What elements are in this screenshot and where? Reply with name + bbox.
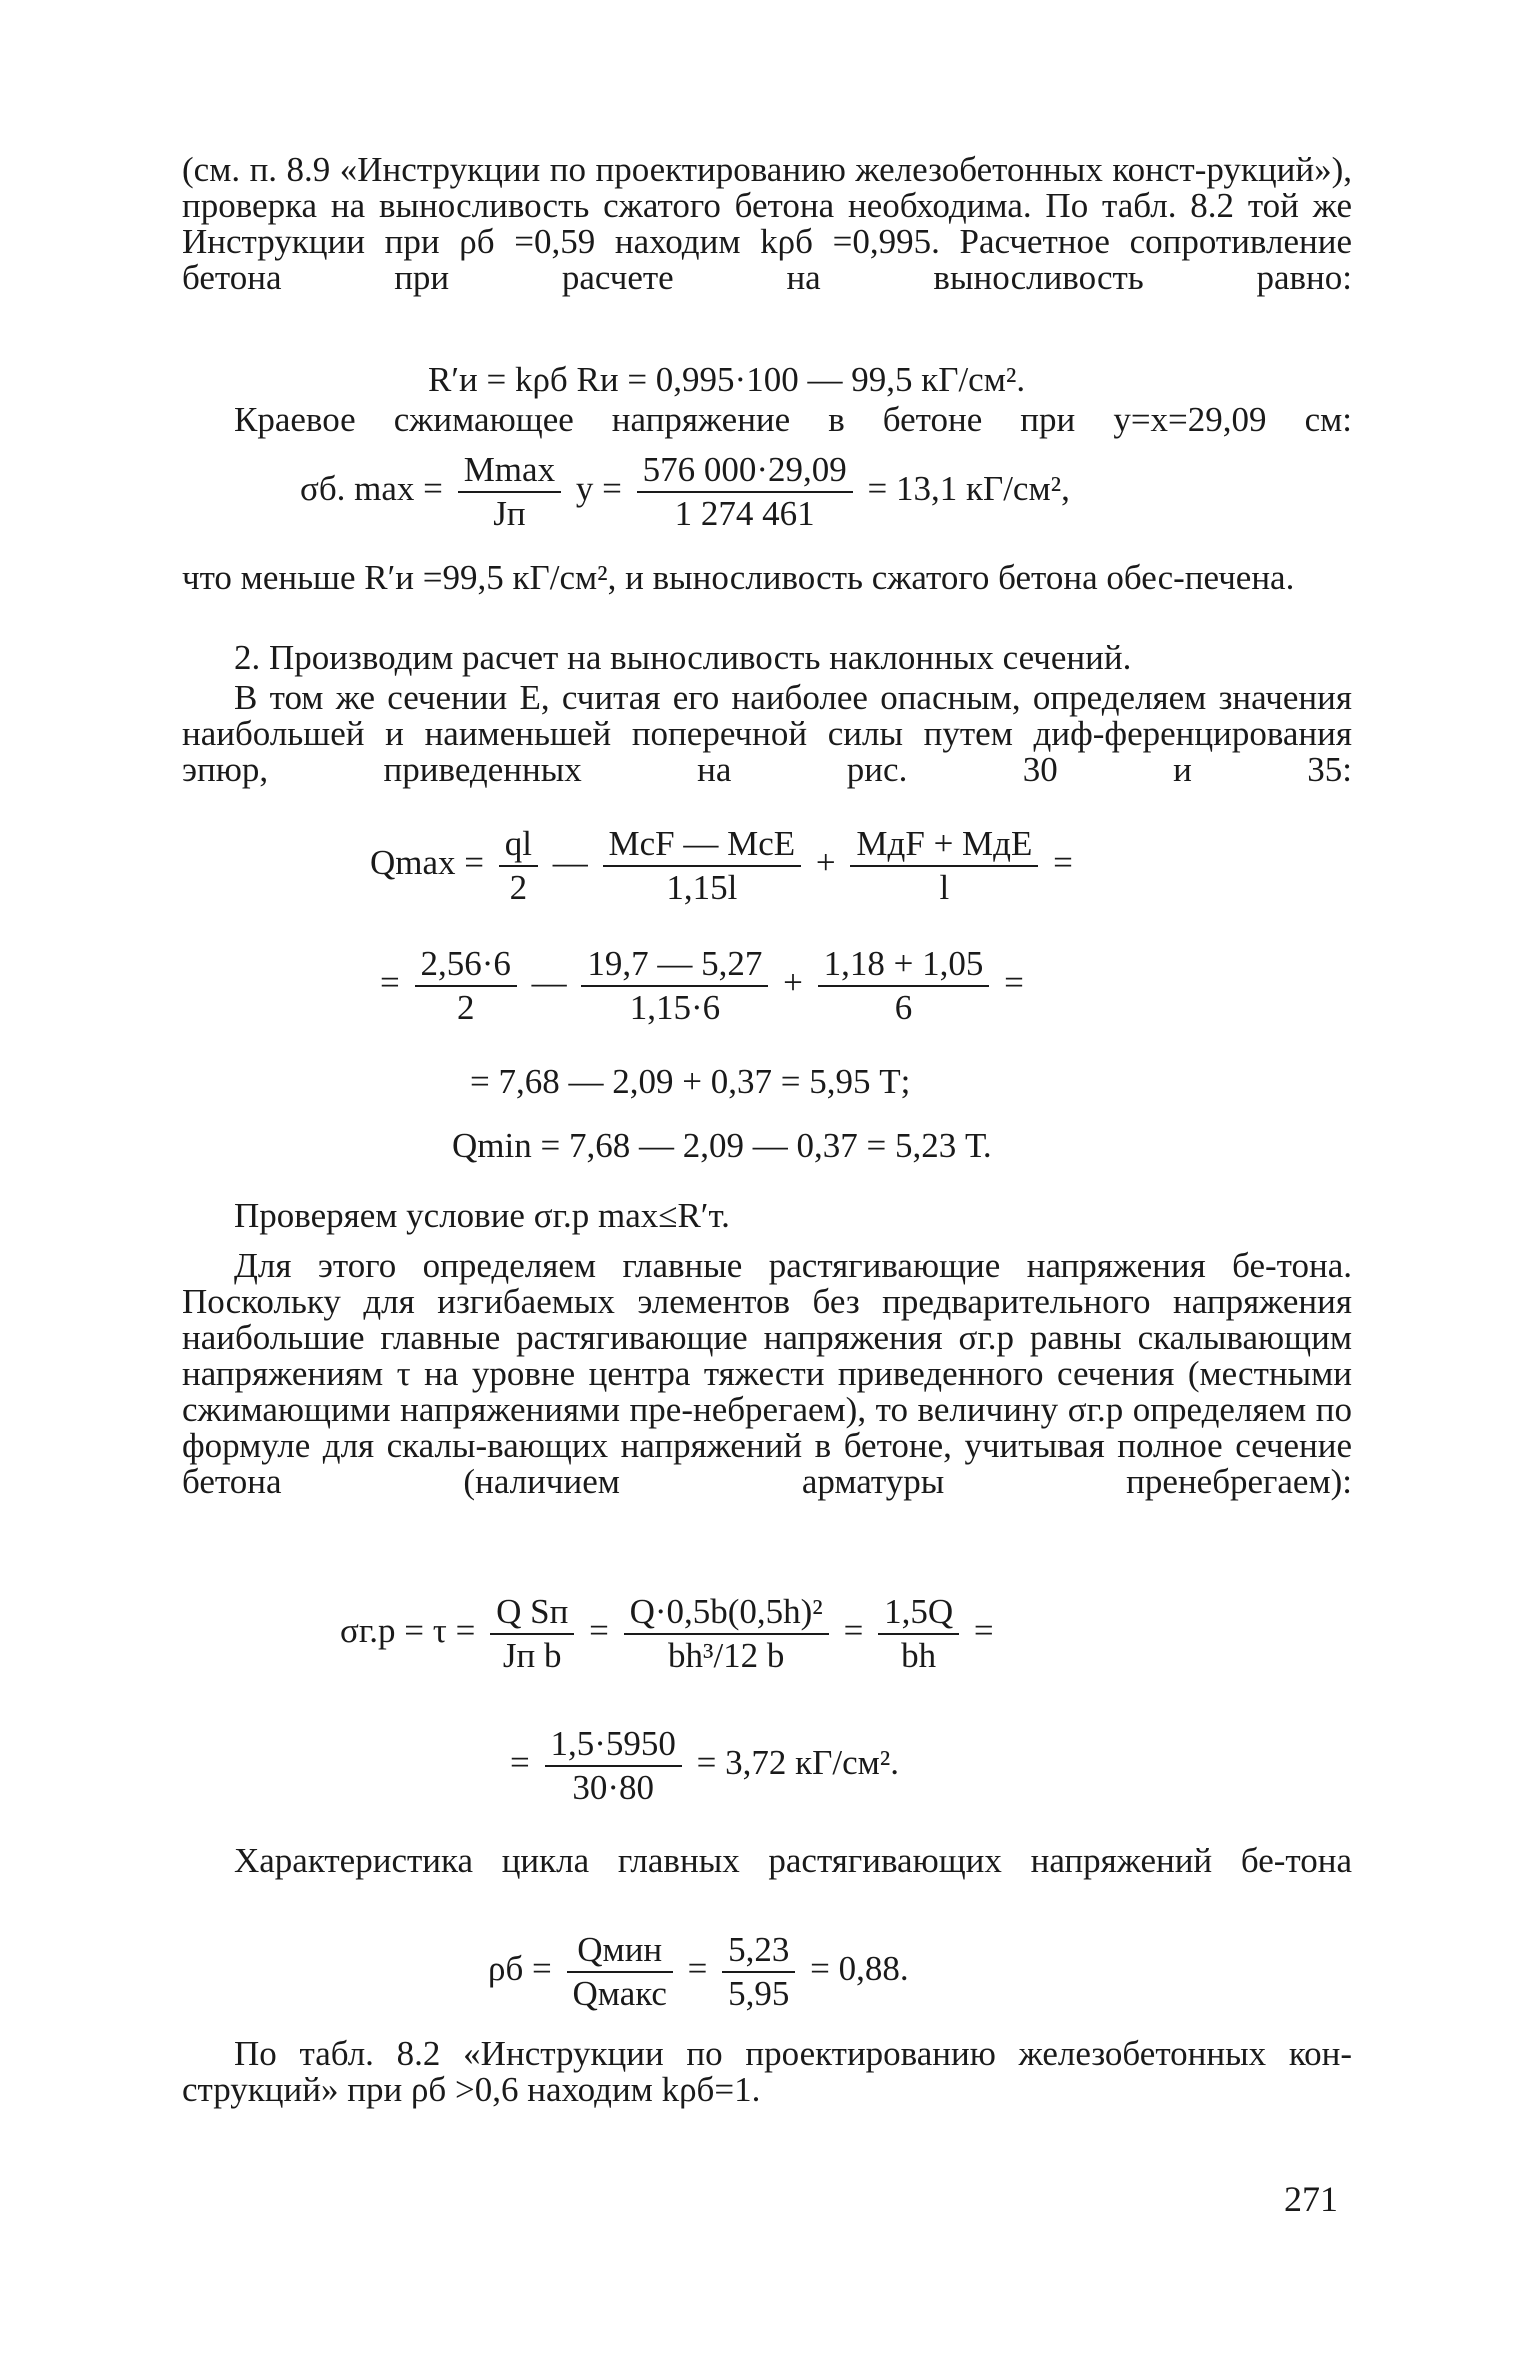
equals-sign: = [380, 963, 400, 1003]
minus-sign: — [531, 963, 567, 1003]
page-number: 271 [1284, 2179, 1338, 2219]
rho-lhs: ρб = [488, 1949, 552, 1989]
qmax-lhs: Qmax = [370, 843, 485, 883]
equation-rho [488, 1932, 909, 2012]
fraction-qmin-over-qmax: $\frac{\text{Qмин}}{\text{Qмакс}}$ [567, 1932, 673, 2012]
equals-sign: = [510, 1743, 530, 1783]
equation-design-resistance: R′и = kρб Rи = 0,995·100 — 99,5 кГ/см². [428, 360, 1026, 399]
paragraph-8: Характеристика цикла главных растягивающих напряжений бе-тона [234, 1841, 1352, 1880]
equation-sigma-max [300, 452, 1070, 532]
sigma-gr-result: = 3,72 кГ/см². [696, 1743, 900, 1783]
plus-sign: + [815, 843, 836, 883]
sigma-max-mid: y = [575, 469, 622, 509]
equation-qmax-result: = 7,68 — 2,09 + 0,37 = 5,95 Т; [470, 1062, 911, 1101]
fraction-mmax-over-jp: $\frac{Mmax}{Jп}$ [458, 452, 561, 532]
fraction-q-bh: $\frac{\text{Q·0,5b(0,5h)²}}{\text{bh³/12 b}}$ [624, 1594, 829, 1674]
equation-sigma-gr [340, 1594, 994, 1674]
paragraph-5: В том же сечении E, считая его наиболее опасным, определяем значения наибольшей и наименьшей поперечной силы путем диф-ференцирования эпюр, приведенных на рис. 30 и 35: [182, 678, 1352, 789]
paragraph-3: что меньше R′и =99,5 кГ/см², и выносливость сжатого бетона обес-печена. [182, 558, 1295, 597]
sigma-gr-lhs: σг.р = τ = [340, 1611, 476, 1651]
equation-qmax-formula [370, 826, 1073, 906]
paragraph-9: По табл. 8.2 «Инструкции по проектированию железобетонных кон-струкций» при ρб >0,6 находим kρб=1. [182, 2034, 1352, 2109]
equation-qmax-numeric [380, 946, 1024, 1026]
paragraph-2: Краевое сжимающее напряжение в бетоне при y=x=29,09 см: [234, 400, 1352, 439]
plus-sign: + [783, 963, 803, 1003]
sigma-max-lhs: σб. max = [300, 469, 443, 509]
paragraph-6: Проверяем условие σг.р max≤R′т. [234, 1196, 730, 1235]
fraction-mc-difference: $\frac{\text{McF — McE}}{1,15l}$ [603, 826, 802, 906]
fraction-19-7: $\frac{19,7 — 5,27}{1,15\cdot 6}$ [581, 946, 768, 1026]
fraction-ql-over-2: $\frac{ql}{2}$ [499, 826, 538, 906]
fraction-numeric-sigma: $\frac{576 000\cdot 29,09}{1 274 461}$ [637, 452, 853, 532]
fraction-2-56-6: $\frac{2,56\cdot 6}{2}$ [415, 946, 517, 1026]
fraction-md-sum: $\frac{\text{MдF + MдE}}{l}$ [850, 826, 1038, 906]
equation-sigma-gr-numeric [510, 1726, 899, 1806]
rho-result: = 0,88. [810, 1949, 909, 1989]
equals-sign: = [687, 1949, 708, 1989]
equals-sign: = [843, 1611, 864, 1651]
equals-sign: = [1053, 843, 1073, 883]
paragraph-7: Для этого определяем главные растягивающие напряжения бе-тона. Поскольку для изгибаемых элементов без предварительного напряжения наибольшие главные растягивающие напряжения σг.р равны скалывающим напряжениям τ на уровне центра тяжести приведенного сечения (местными сжимающими напряжениями пре-небрегаем), то величину σг.р определяем по формуле для скалы-вающих напряжений в бетоне, учитывая полное сечение бетона (наличием арматуры пренебрегаем): [182, 1246, 1352, 1501]
fraction-5-23-over-5-95: $\frac{5,23}{5,95}$ [722, 1932, 795, 2012]
paragraph-1: (см. п. 8.9 «Инструкции по проектированию железобетонных конст-рукций»), проверка на выносливость сжатого бетона необходима. По табл. 8.2 той же Инструкции при ρб =0,59 находим kρб =0,995. Расчетное сопротивление бетона при расчете на выносливость равно: [182, 150, 1352, 297]
fraction-1-5q-over-bh: $\frac{1,5Q}{bh}$ [878, 1594, 959, 1674]
sigma-max-result: = 13,1 кГ/см², [867, 469, 1070, 509]
equals-sign: = [589, 1611, 609, 1651]
equation-qmin-result: Qmin = 7,68 — 2,09 — 0,37 = 5,23 Т. [452, 1126, 992, 1165]
fraction-1-5-5950: $\frac{1,5\cdot 5950}{30\cdot 80}$ [545, 1726, 682, 1806]
fraction-qs-over-jb: $\frac{\text{Q Sп}}{\text{Jп b}}$ [490, 1594, 574, 1674]
equals-sign: = [1004, 963, 1024, 1003]
equals-sign: = [973, 1611, 994, 1651]
paragraph-4: 2. Производим расчет на выносливость наклонных сечений. [234, 638, 1132, 677]
minus-sign: — [552, 843, 588, 883]
fraction-1-18: $\frac{1,18 + 1,05}{6}$ [818, 946, 990, 1026]
